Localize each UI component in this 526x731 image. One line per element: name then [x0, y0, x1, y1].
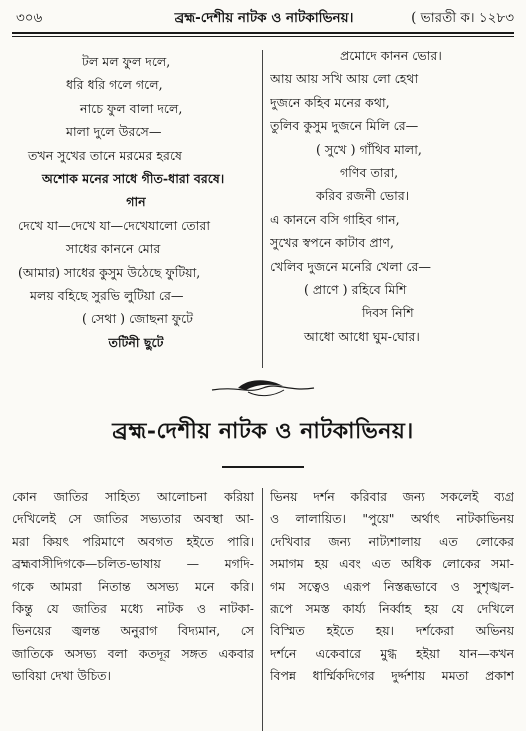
poem-line: মলয় বহিছে সুরভি লুটিয়া রে— [30, 288, 184, 304]
article-line: কোন জাতির সাহিত্য আলোচনা করিয়া [12, 489, 254, 504]
article-line: বিপন্ন ধার্ম্মিকদিগের দুর্দ্দশায় মমতা প্রকাশ [270, 668, 514, 684]
poem-right-column [270, 44, 510, 348]
poem-left-column [18, 50, 254, 354]
header-rule-thin [12, 36, 514, 37]
running-title: ব্রহ্ম-দেশীয় নাটক ও নাটকাভিনয়। [174, 10, 354, 26]
article-line: গকে আমরা নিতান্ত অসভ্য মনে করি। [12, 578, 254, 594]
article-line: দেখিলেই সে জাতির সভ্যতার অবস্থা আ- [12, 511, 254, 527]
running-header [14, 6, 514, 30]
poem-line: প্রমোদে কানন ভোর। [340, 48, 442, 63]
article-line: জাতিকে অসভ্য বলা কতদূর সঙ্গত একবার [12, 645, 254, 661]
title-rule [222, 466, 304, 468]
song-heading: গান [126, 194, 146, 210]
poem-line: অশোক মনের সাধে গীত-ধারা বরষে। [42, 171, 225, 187]
article-line: দর্শনে একেবারে মুগ্ধ হইয়া যান—কখন [270, 645, 514, 661]
poem-line: দুজনে কহিব মনের কথা, [270, 94, 390, 110]
poem-column-divider [262, 50, 263, 368]
poem-line: তখন সুখের তানে মরমের হরষে [28, 147, 182, 163]
poem-line: সুখের স্বপনে কাটাব প্রাণ, [270, 235, 395, 251]
article-column-divider [262, 488, 263, 731]
article-line: ভিনয়ের জ্বলন্ত অনুরাগ বিদ্যমান, সে [12, 623, 254, 639]
article-line: দেখিবার জন্য নাট্যশালায় এত লোকের [270, 533, 514, 549]
poem-line: গণিব তারা, [340, 165, 399, 181]
poem-line: ( সুখে ) গাঁথিব মালা, [316, 141, 422, 157]
article-line: গম সত্বেও এরূপ নিস্তব্ধভাবে ও সুশৃঙ্খল- [270, 578, 514, 594]
article-left-column [12, 486, 254, 688]
poem-line: নাচে ফুল বালা দলে, [80, 100, 183, 116]
article-line: ভিনয় দর্শন করিবার জন্য সকলেই ব্যগ্র [270, 489, 514, 504]
poem-line: মালা দুলে উরসে— [66, 124, 162, 140]
article-line: রূপে সমস্ত কার্য্য নির্ব্বাহ হয় যে দেখিলে [270, 601, 514, 617]
poem-line: ( সেথা ) জোছনা ফুটে [82, 311, 194, 327]
article-line: সমাগম হয় এবং এত অধিক লোকের সমা- [270, 556, 514, 572]
journal-reference: ( ভারতী ক। ১২৮৩ [411, 10, 514, 26]
poem-line: সাধের কাননে মোর [66, 241, 161, 257]
poem-line: খেলিব দুজনে মনেরি খেলা রে— [270, 258, 431, 274]
article-line: বিস্মিত হইতে হয়। দর্শকেরা অভিনয় [270, 623, 514, 639]
poem-line: দেখে যা—দেখে যা—দেখেযালো তোরা [18, 217, 210, 233]
poem-line: তটিনী ছুটে [108, 334, 164, 350]
poem-line: ( প্রাণে ) রহিবে মিশি [304, 282, 407, 298]
article-line: ভাবিয়া দেখা উচিত। [12, 668, 111, 684]
poem-line: দিবস নিশি [362, 305, 414, 321]
poem-line: এ কাননে বসি গাহিব গান, [270, 211, 400, 227]
poem-line: টল মল ফুল দলে, [82, 54, 171, 69]
poem-line: আয় আয় সখি আয় লো হেথা [270, 71, 419, 87]
poem-line: করিব রজনী ভোর। [316, 188, 410, 204]
article-line: ও লালায়িত। "পুয়ে" অর্থাৎ নাটকাভিনয় [270, 511, 514, 527]
article-line: ব্রহ্মবাসীদিগকে—চলিত-ভাষায় — মগদি- [12, 556, 254, 572]
poem-line: তুলিব কুসুম দুজনে মিলি রে— [270, 118, 419, 134]
page-number: ৩০৬ [16, 10, 43, 26]
header-rule [12, 32, 514, 34]
poem-line: (আমার) সাধের কুসুম উঠেছে ফুটিয়া, [18, 264, 201, 280]
article-title: ব্রহ্ম-দেশীয় নাটক ও নাটকাভিনয়। [112, 418, 414, 444]
article-right-column [270, 486, 514, 688]
ornament-divider [208, 376, 318, 400]
poem-line: আধো আধো ঘুম-ঘোর। [304, 328, 420, 344]
poem-line: ধরি ধরি গলে গলে, [66, 77, 163, 93]
article-line: মরা কিয়ৎ পরিমাণে অবগত হইতে পারি। [12, 533, 254, 549]
article-line: কিন্তু যে জাতির মধ্যে নাটক ও নাটকা- [12, 601, 254, 617]
